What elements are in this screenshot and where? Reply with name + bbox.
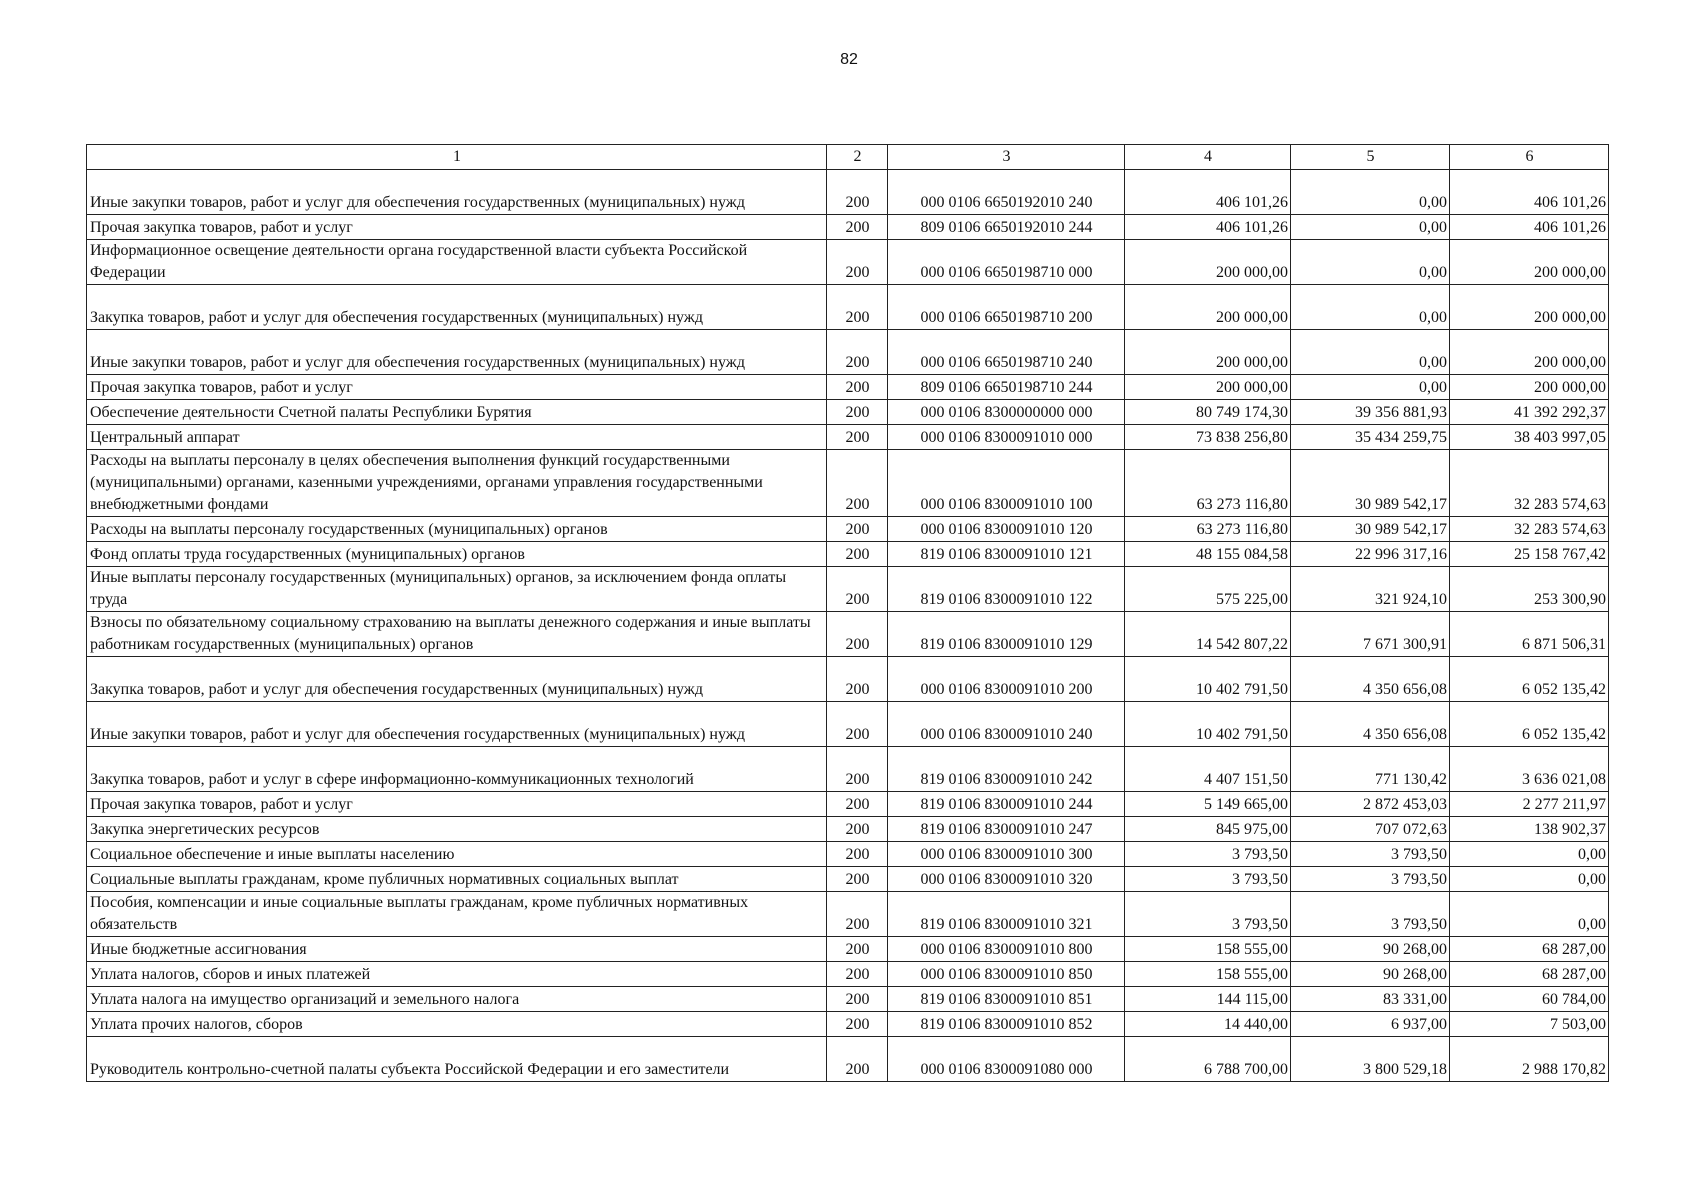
row-executed: 707 072,63 — [1291, 817, 1450, 842]
page-number: 82 — [840, 51, 858, 68]
row-executed: 0,00 — [1291, 170, 1450, 215]
row-approved: 73 838 256,80 — [1125, 425, 1291, 450]
row-unexecuted: 68 287,00 — [1450, 937, 1609, 962]
row-unexecuted: 38 403 997,05 — [1450, 425, 1609, 450]
row-budget-code: 809 0106 6650192010 244 — [888, 215, 1125, 240]
table-row — [87, 1037, 1609, 1082]
row-line-code: 200 — [827, 792, 888, 817]
row-budget-code: 000 0106 8300091010 300 — [888, 842, 1125, 867]
table-row — [87, 842, 1609, 867]
row-name: Иные бюджетные ассигнования — [87, 937, 827, 962]
row-unexecuted: 0,00 — [1450, 842, 1609, 867]
row-executed: 2 872 453,03 — [1291, 792, 1450, 817]
row-unexecuted: 2 988 170,82 — [1450, 1037, 1609, 1082]
column-header-6: 6 — [1450, 145, 1609, 170]
row-budget-code: 000 0106 6650198710 000 — [888, 240, 1125, 285]
row-executed: 4 350 656,08 — [1291, 702, 1450, 747]
row-approved: 14 542 807,22 — [1125, 612, 1291, 657]
column-header-2: 2 — [827, 145, 888, 170]
row-name: Иные закупки товаров, работ и услуг для обеспечения государственных (муниципальных) нужд — [87, 330, 827, 375]
row-budget-code: 000 0106 8300091010 800 — [888, 937, 1125, 962]
row-unexecuted: 200 000,00 — [1450, 330, 1609, 375]
row-line-code: 200 — [827, 987, 888, 1012]
row-unexecuted: 138 902,37 — [1450, 817, 1609, 842]
row-line-code: 200 — [827, 240, 888, 285]
row-line-code: 200 — [827, 892, 888, 937]
row-line-code: 200 — [827, 612, 888, 657]
row-budget-code: 819 0106 8300091010 244 — [888, 792, 1125, 817]
row-budget-code: 000 0106 8300091010 320 — [888, 867, 1125, 892]
row-executed: 39 356 881,93 — [1291, 400, 1450, 425]
row-approved: 845 975,00 — [1125, 817, 1291, 842]
row-name: Взносы по обязательному социальному страхованию на выплаты денежного содержания и иные выплаты работникам государственных (муниципальных) органов — [87, 612, 827, 657]
row-executed: 90 268,00 — [1291, 937, 1450, 962]
row-executed: 0,00 — [1291, 375, 1450, 400]
table-row — [87, 817, 1609, 842]
table-row — [87, 285, 1609, 330]
row-name: Социальные выплаты гражданам, кроме публичных нормативных социальных выплат — [87, 867, 827, 892]
row-name: Закупка товаров, работ и услуг в сфере информационно-коммуникационных технологий — [87, 747, 827, 792]
row-approved: 4 407 151,50 — [1125, 747, 1291, 792]
table-row — [87, 542, 1609, 567]
row-line-code: 200 — [827, 425, 888, 450]
table-row — [87, 987, 1609, 1012]
column-header-3: 3 — [888, 145, 1125, 170]
row-unexecuted: 32 283 574,63 — [1450, 450, 1609, 517]
row-budget-code: 000 0106 6650192010 240 — [888, 170, 1125, 215]
row-name: Пособия, компенсации и иные социальные выплаты гражданам, кроме публичных нормативных обязательств — [87, 892, 827, 937]
table-row — [87, 517, 1609, 542]
row-approved: 63 273 116,80 — [1125, 517, 1291, 542]
row-name: Прочая закупка товаров, работ и услуг — [87, 215, 827, 240]
row-executed: 35 434 259,75 — [1291, 425, 1450, 450]
row-unexecuted: 0,00 — [1450, 892, 1609, 937]
row-name: Прочая закупка товаров, работ и услуг — [87, 792, 827, 817]
row-executed: 321 924,10 — [1291, 567, 1450, 612]
row-executed: 7 671 300,91 — [1291, 612, 1450, 657]
table-row — [87, 400, 1609, 425]
row-budget-code: 000 0106 8300000000 000 — [888, 400, 1125, 425]
row-unexecuted: 253 300,90 — [1450, 567, 1609, 612]
row-name: Иные закупки товаров, работ и услуг для обеспечения государственных (муниципальных) нужд — [87, 702, 827, 747]
table-row — [87, 450, 1609, 517]
column-header-5: 5 — [1291, 145, 1450, 170]
row-name: Центральный аппарат — [87, 425, 827, 450]
row-approved: 5 149 665,00 — [1125, 792, 1291, 817]
row-executed: 30 989 542,17 — [1291, 450, 1450, 517]
row-line-code: 200 — [827, 517, 888, 542]
table-row — [87, 702, 1609, 747]
row-approved: 200 000,00 — [1125, 330, 1291, 375]
row-line-code: 200 — [827, 1012, 888, 1037]
row-name: Информационное освещение деятельности органа государственной власти субъекта Российской Федерации — [87, 240, 827, 285]
row-executed: 771 130,42 — [1291, 747, 1450, 792]
row-line-code: 200 — [827, 867, 888, 892]
row-approved: 14 440,00 — [1125, 1012, 1291, 1037]
row-budget-code: 000 0106 8300091010 100 — [888, 450, 1125, 517]
table-header-row — [87, 145, 1609, 170]
row-unexecuted: 0,00 — [1450, 867, 1609, 892]
row-line-code: 200 — [827, 747, 888, 792]
row-unexecuted: 406 101,26 — [1450, 215, 1609, 240]
row-name: Уплата прочих налогов, сборов — [87, 1012, 827, 1037]
row-approved: 48 155 084,58 — [1125, 542, 1291, 567]
row-approved: 3 793,50 — [1125, 842, 1291, 867]
row-budget-code: 000 0106 8300091010 120 — [888, 517, 1125, 542]
row-approved: 10 402 791,50 — [1125, 657, 1291, 702]
row-unexecuted: 25 158 767,42 — [1450, 542, 1609, 567]
row-unexecuted: 2 277 211,97 — [1450, 792, 1609, 817]
table-row — [87, 937, 1609, 962]
row-line-code: 200 — [827, 1037, 888, 1082]
table-row — [87, 240, 1609, 285]
row-unexecuted: 3 636 021,08 — [1450, 747, 1609, 792]
row-executed: 90 268,00 — [1291, 962, 1450, 987]
row-approved: 144 115,00 — [1125, 987, 1291, 1012]
row-unexecuted: 68 287,00 — [1450, 962, 1609, 987]
row-name: Социальное обеспечение и иные выплаты населению — [87, 842, 827, 867]
row-line-code: 200 — [827, 657, 888, 702]
row-approved: 406 101,26 — [1125, 215, 1291, 240]
row-approved: 200 000,00 — [1125, 240, 1291, 285]
table-row — [87, 375, 1609, 400]
row-unexecuted: 200 000,00 — [1450, 285, 1609, 330]
row-unexecuted: 200 000,00 — [1450, 240, 1609, 285]
row-budget-code: 809 0106 6650198710 244 — [888, 375, 1125, 400]
row-executed: 4 350 656,08 — [1291, 657, 1450, 702]
row-line-code: 200 — [827, 285, 888, 330]
row-name: Уплата налогов, сборов и иных платежей — [87, 962, 827, 987]
row-approved: 63 273 116,80 — [1125, 450, 1291, 517]
row-approved: 200 000,00 — [1125, 285, 1291, 330]
row-approved: 200 000,00 — [1125, 375, 1291, 400]
row-executed: 0,00 — [1291, 240, 1450, 285]
row-line-code: 200 — [827, 937, 888, 962]
row-name: Закупка товаров, работ и услуг для обеспечения государственных (муниципальных) нужд — [87, 657, 827, 702]
row-unexecuted: 41 392 292,37 — [1450, 400, 1609, 425]
row-executed: 83 331,00 — [1291, 987, 1450, 1012]
row-executed: 6 937,00 — [1291, 1012, 1450, 1037]
row-budget-code: 819 0106 8300091010 321 — [888, 892, 1125, 937]
table-row — [87, 747, 1609, 792]
row-budget-code: 000 0106 8300091010 000 — [888, 425, 1125, 450]
column-header-4: 4 — [1125, 145, 1291, 170]
row-budget-code: 819 0106 8300091010 129 — [888, 612, 1125, 657]
row-unexecuted: 60 784,00 — [1450, 987, 1609, 1012]
row-line-code: 200 — [827, 375, 888, 400]
row-budget-code: 819 0106 8300091010 247 — [888, 817, 1125, 842]
row-approved: 3 793,50 — [1125, 867, 1291, 892]
row-name: Расходы на выплаты персоналу в целях обеспечения выполнения функций государственными (муниципальными) органами, казенными учреждениями, органами управления государственными внебюджетными фондами — [87, 450, 827, 517]
table-row — [87, 657, 1609, 702]
row-budget-code: 819 0106 8300091010 851 — [888, 987, 1125, 1012]
table-row — [87, 425, 1609, 450]
row-line-code: 200 — [827, 330, 888, 375]
row-line-code: 200 — [827, 842, 888, 867]
row-approved: 80 749 174,30 — [1125, 400, 1291, 425]
row-executed: 3 793,50 — [1291, 892, 1450, 937]
row-name: Прочая закупка товаров, работ и услуг — [87, 375, 827, 400]
row-name: Уплата налога на имущество организаций и земельного налога — [87, 987, 827, 1012]
row-approved: 158 555,00 — [1125, 962, 1291, 987]
row-executed: 3 800 529,18 — [1291, 1037, 1450, 1082]
row-unexecuted: 406 101,26 — [1450, 170, 1609, 215]
row-budget-code: 000 0106 8300091010 240 — [888, 702, 1125, 747]
table-row — [87, 892, 1609, 937]
row-approved: 158 555,00 — [1125, 937, 1291, 962]
row-line-code: 200 — [827, 567, 888, 612]
budget-execution-table — [86, 144, 1609, 1082]
row-executed: 0,00 — [1291, 330, 1450, 375]
row-name: Закупка товаров, работ и услуг для обеспечения государственных (муниципальных) нужд — [87, 285, 827, 330]
row-budget-code: 000 0106 8300091080 000 — [888, 1037, 1125, 1082]
row-line-code: 200 — [827, 702, 888, 747]
row-line-code: 200 — [827, 215, 888, 240]
row-name: Иные выплаты персоналу государственных (муниципальных) органов, за исключением фонда оплаты труда — [87, 567, 827, 612]
row-budget-code: 819 0106 8300091010 242 — [888, 747, 1125, 792]
row-line-code: 200 — [827, 400, 888, 425]
row-approved: 575 225,00 — [1125, 567, 1291, 612]
row-executed: 22 996 317,16 — [1291, 542, 1450, 567]
row-name: Обеспечение деятельности Счетной палаты Республики Бурятия — [87, 400, 827, 425]
table-row — [87, 330, 1609, 375]
row-name: Иные закупки товаров, работ и услуг для обеспечения государственных (муниципальных) нужд — [87, 170, 827, 215]
table-row — [87, 792, 1609, 817]
table-row — [87, 962, 1609, 987]
table-row — [87, 612, 1609, 657]
table-row — [87, 567, 1609, 612]
row-name: Закупка энергетических ресурсов — [87, 817, 827, 842]
row-line-code: 200 — [827, 170, 888, 215]
row-unexecuted: 6 052 135,42 — [1450, 702, 1609, 747]
row-line-code: 200 — [827, 817, 888, 842]
row-name: Руководитель контрольно-счетной палаты субъекта Российской Федерации и его заместители — [87, 1037, 827, 1082]
row-budget-code: 819 0106 8300091010 122 — [888, 567, 1125, 612]
row-budget-code: 000 0106 6650198710 240 — [888, 330, 1125, 375]
row-name: Фонд оплаты труда государственных (муниципальных) органов — [87, 542, 827, 567]
row-executed: 3 793,50 — [1291, 842, 1450, 867]
row-approved: 10 402 791,50 — [1125, 702, 1291, 747]
row-line-code: 200 — [827, 962, 888, 987]
column-header-1: 1 — [87, 145, 827, 170]
row-approved: 3 793,50 — [1125, 892, 1291, 937]
row-budget-code: 000 0106 8300091010 200 — [888, 657, 1125, 702]
row-executed: 0,00 — [1291, 285, 1450, 330]
row-line-code: 200 — [827, 450, 888, 517]
row-unexecuted: 200 000,00 — [1450, 375, 1609, 400]
table-row — [87, 170, 1609, 215]
row-budget-code: 819 0106 8300091010 852 — [888, 1012, 1125, 1037]
row-executed: 3 793,50 — [1291, 867, 1450, 892]
table-row — [87, 1012, 1609, 1037]
row-unexecuted: 6 871 506,31 — [1450, 612, 1609, 657]
row-approved: 406 101,26 — [1125, 170, 1291, 215]
row-line-code: 200 — [827, 542, 888, 567]
row-budget-code: 000 0106 6650198710 200 — [888, 285, 1125, 330]
table-row — [87, 867, 1609, 892]
table-row — [87, 215, 1609, 240]
row-executed: 0,00 — [1291, 215, 1450, 240]
row-unexecuted: 7 503,00 — [1450, 1012, 1609, 1037]
row-unexecuted: 32 283 574,63 — [1450, 517, 1609, 542]
row-budget-code: 819 0106 8300091010 121 — [888, 542, 1125, 567]
row-unexecuted: 6 052 135,42 — [1450, 657, 1609, 702]
row-executed: 30 989 542,17 — [1291, 517, 1450, 542]
row-approved: 6 788 700,00 — [1125, 1037, 1291, 1082]
row-budget-code: 000 0106 8300091010 850 — [888, 962, 1125, 987]
row-name: Расходы на выплаты персоналу государственных (муниципальных) органов — [87, 517, 827, 542]
